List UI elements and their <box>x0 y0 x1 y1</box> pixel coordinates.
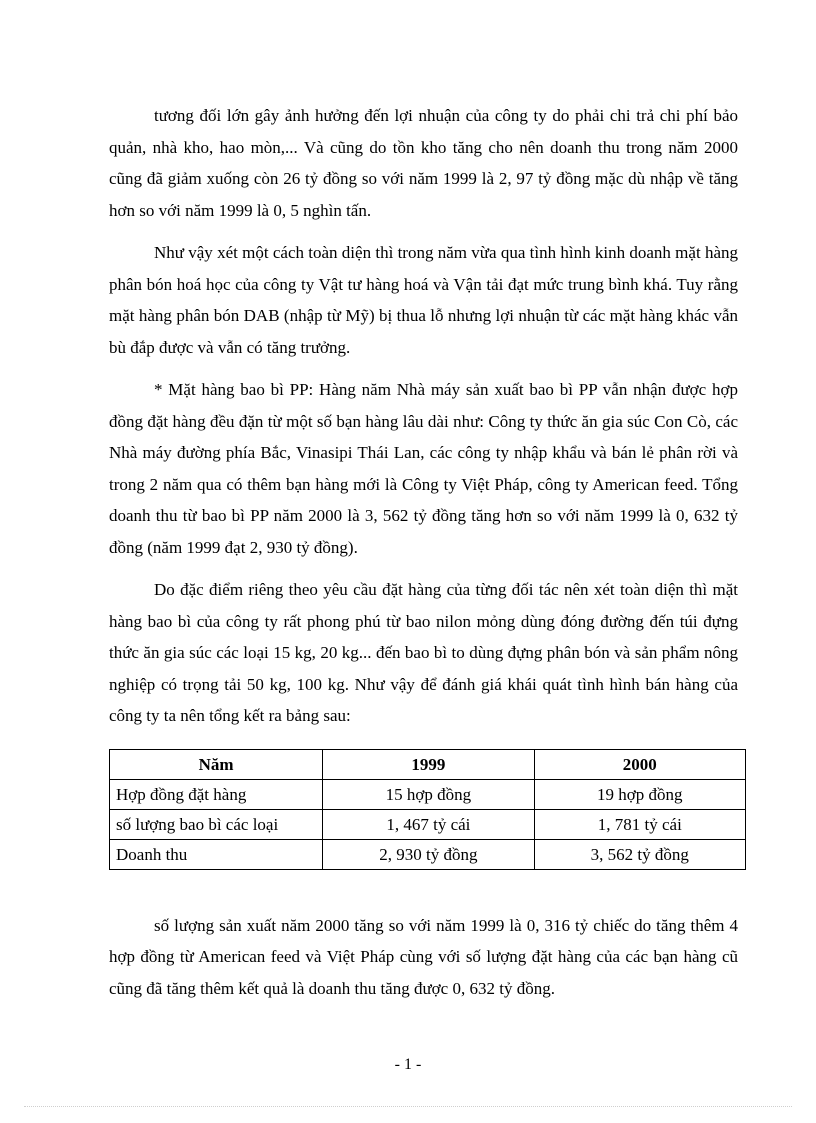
table-cell-label: Hợp đồng đặt hàng <box>110 779 323 809</box>
table-cell-label: số lượng bao bì các loại <box>110 809 323 839</box>
table-cell: 15 hợp đồng <box>323 779 534 809</box>
paragraph-3: * Mặt hàng bao bì PP: Hàng năm Nhà máy sản xuất bao bì PP vẫn nhận được hợp đồng đặt hàng đều đặn từ một số bạn hàng lâu dài như: Công ty thức ăn gia súc Con Cò, các Nhà máy đường phía Bắc, Vinasipi Thái Lan, các công ty nhập khẩu và bán lẻ phân rời và trong 2 năm qua có thêm bạn hàng mới là Công ty Việt Pháp, công ty American feed. Tổng doanh thu từ bao bì PP năm 2000 là 3, 562 tỷ đồng tăng hơn so với năm 1999 là 0, 632 tỷ đồng (năm 1999 đạt 2, 930 tỷ đồng). <box>109 380 738 557</box>
table-cell: 3, 562 tỷ đồng <box>534 839 745 869</box>
paragraph-1: tương đối lớn gây ảnh hưởng đến lợi nhuận của công ty do phải chi trả chi phí bảo quản, nhà kho, hao mòn,... Và cũng do tồn kho tăng cho nên doanh thu trong năm 2000 cũng đã giảm xuống còn 26 tỷ đồng so với năm 1999 là 2, 97 tỷ đồng mặc dù nhập về tăng hơn so với năm 1999 là 0, 5 nghìn tấn. <box>109 106 738 220</box>
paragraph-2: Như vậy xét một cách toàn diện thì trong năm vừa qua tình hình kinh doanh mặt hàng phân bón hoá học của công ty Vật tư hàng hoá và Vận tải đạt mức trung bình khá. Tuy rằng mặt hàng phân bón DAB (nhập từ Mỹ) bị thua lỗ nhưng lợi nhuận từ các mặt hàng khác vẫn bù đắp được và vẫn có tăng trưởng. <box>109 243 738 357</box>
table-header-cell: 2000 <box>534 749 745 779</box>
page-bottom-divider <box>24 1106 792 1107</box>
table-row <box>110 809 746 839</box>
closing-paragraph: số lượng sản xuất năm 2000 tăng so với năm 1999 là 0, 316 tỷ chiếc do tăng thêm 4 hợp đồng từ American feed và Việt Pháp cùng với số lượng đặt hàng của các bạn hàng cũ cũng đã tăng thêm kết quả là doanh thu tăng được 0, 632 tỷ đồng. <box>109 915 738 998</box>
page-content <box>109 100 738 1004</box>
table-cell: 1, 781 tỷ cái <box>534 809 745 839</box>
table-row <box>110 779 746 809</box>
table-header-cell: Năm <box>110 749 323 779</box>
sales-summary-table <box>109 749 746 870</box>
table-cell: 19 hợp đồng <box>534 779 745 809</box>
table-header-cell: 1999 <box>323 749 534 779</box>
table-header-row <box>110 749 746 779</box>
table-cell-label: Doanh thu <box>110 839 323 869</box>
paragraph-4: Do đặc điểm riêng theo yêu cầu đặt hàng của từng đối tác nên xét toàn diện thì mặt hàng bao bì của công ty rất phong phú từ bao nilon mỏng dùng đóng đường đến túi đựng thức ăn gia súc các loại 15 kg, 20 kg... đến bao bì to dùng đựng phân bón và sản phẩm nông nghiệp có trọng tải 50 kg, 100 kg. Như vậy để đánh giá khái quát tình hình bán hàng của công ty ta nên tổng kết ra bảng sau: <box>109 580 738 725</box>
table-cell: 1, 467 tỷ cái <box>323 809 534 839</box>
table-row <box>110 839 746 869</box>
page-number: - 1 - <box>394 1056 422 1073</box>
table-cell: 2, 930 tỷ đồng <box>323 839 534 869</box>
